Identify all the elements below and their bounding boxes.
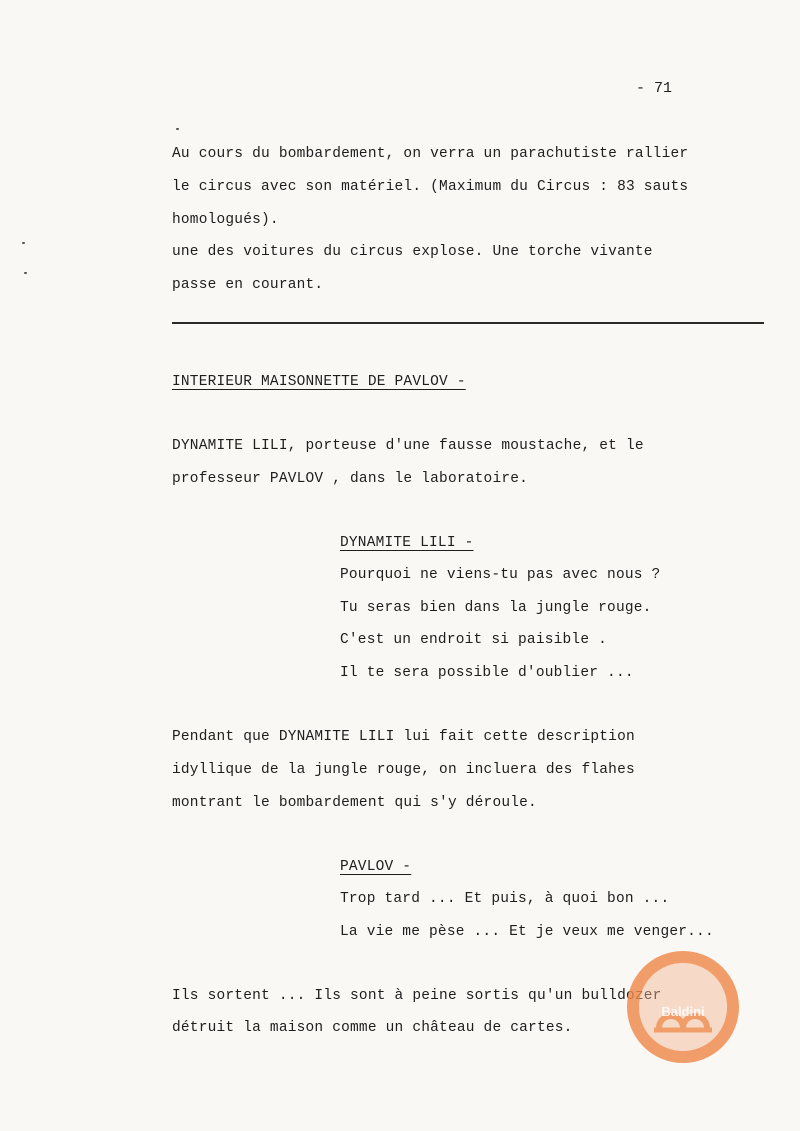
text-line: une des voitures du circus explose. Une torche vivante <box>172 244 653 260</box>
page-number: - 71 <box>636 80 673 97</box>
dialogue-line: Trop tard ... Et puis, à quoi bon ... <box>340 891 670 907</box>
dialogue-line: Tu seras bien dans la jungle rouge. <box>340 600 652 616</box>
text-line: idyllique de la jungle rouge, on incluera des flahes <box>172 762 635 778</box>
dialogue-speaker: PAVLOV - <box>340 859 412 875</box>
ink-speck <box>22 242 25 244</box>
text-line: Ils sortent ... Ils sont à peine sortis qu'un bulldozer <box>172 988 662 1004</box>
dialogue-line: Pourquoi ne viens-tu pas avec nous ? <box>340 567 661 583</box>
text-line: passe en courant. <box>172 277 324 293</box>
text-line: détruit la maison comme un château de cartes. <box>172 1020 573 1036</box>
dialogue-speaker: DYNAMITE LILI - <box>340 535 474 551</box>
ink-speck <box>176 128 179 130</box>
text-line: montrant le bombardement qui s'y déroule. <box>172 795 537 811</box>
text-line: Au cours du bombardement, on verra un parachutiste rallier <box>172 146 689 162</box>
text-line: le circus avec son matériel. (Maximum du Circus : 83 sauts <box>172 179 689 195</box>
text-line: homologués). <box>172 212 279 228</box>
text-line: DYNAMITE LILI, porteuse d'une fausse moustache, et le <box>172 438 644 454</box>
dialogue-line: C'est un endroit si paisible . <box>340 632 608 648</box>
dialogue-line: Il te sera possible d'oublier ... <box>340 665 634 681</box>
text-line: Pendant que DYNAMITE LILI lui fait cette description <box>172 729 635 745</box>
text-line: professeur PAVLOV , dans le laboratoire. <box>172 471 529 487</box>
dialogue-line: La vie me pèse ... Et je veux me venger... <box>340 924 714 940</box>
ink-speck <box>24 272 27 274</box>
horizontal-rule <box>172 322 764 324</box>
scene-heading: INTERIEUR MAISONNETTE DE PAVLOV - <box>172 374 466 390</box>
stamp-label: Baldini <box>661 1004 705 1019</box>
